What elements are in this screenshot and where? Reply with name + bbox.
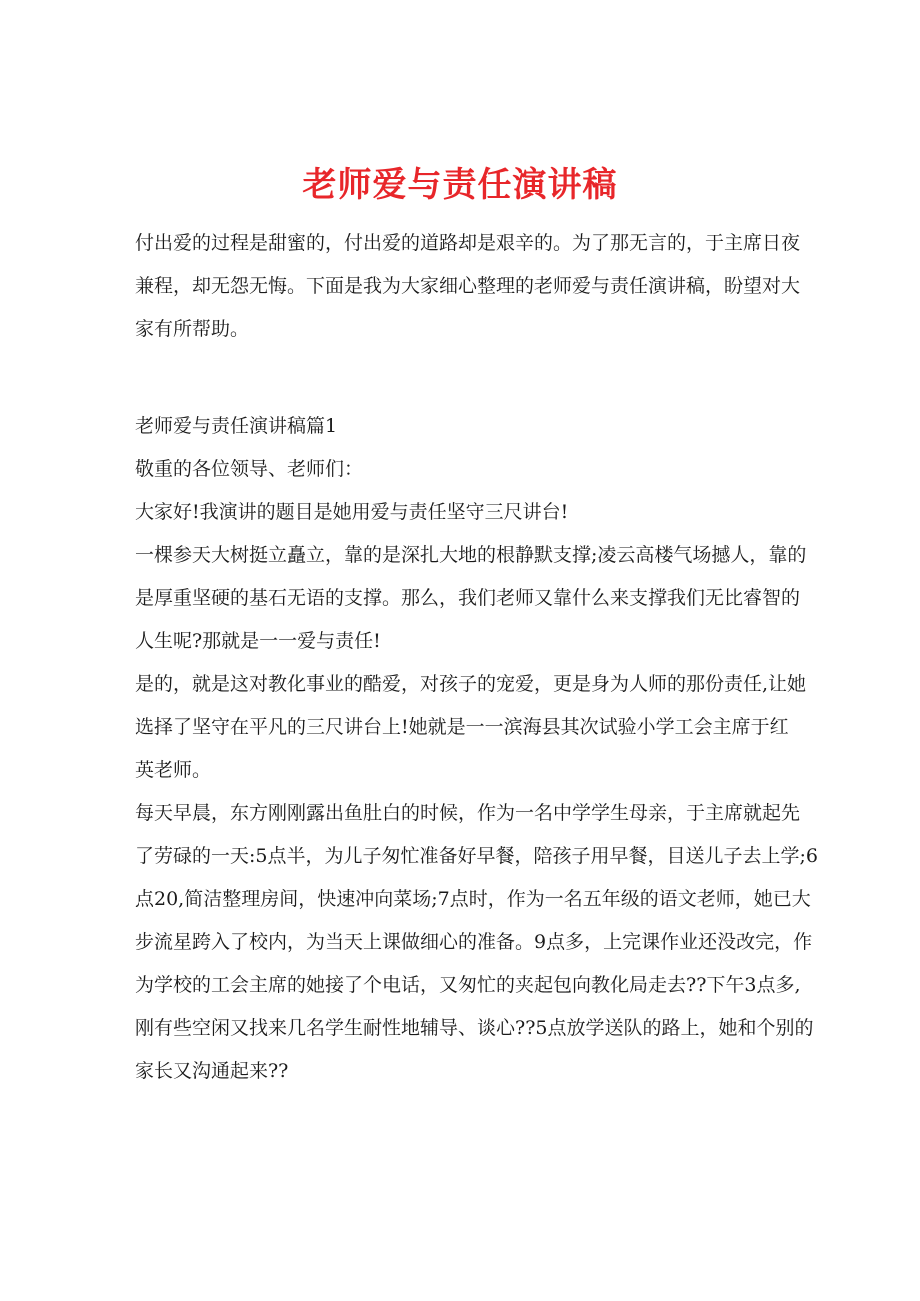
text-line: 步流星跨入了校内，为当天上课做细心的准备。9点多，上完课作业还没改完，作: [135, 931, 813, 953]
text-line: 家长又沟通起来??: [135, 1060, 289, 1082]
text-line: 敬重的各位领导、老师们：: [135, 458, 364, 480]
spacer: [135, 351, 791, 405]
text-line: 付出爱的过程是甜蜜的，付出爱的道路却是艰辛的。为了那无言的，于主席日夜: [135, 232, 801, 254]
text-line: 选择了坚守在平凡的三尺讲台上!她就是一一滨海县其次试验小学工会主席于红: [135, 716, 789, 738]
text-line: 大家好!我演讲的题目是她用爱与责任坚守三尺讲台!: [135, 501, 569, 523]
text-line: 是的，就是这对教化事业的酷爱，对孩子的宠爱，更是身为人师的那份责任,让她: [135, 673, 807, 695]
body-paragraph-2: [135, 663, 807, 792]
text-line: 家有所帮助。: [135, 318, 250, 340]
text-line: 一棵参天大树挺立矗立，靠的是深扎大地的根静默支撑;凌云高楼气场撼人，靠的: [135, 544, 807, 566]
section-heading: 老师爱与责任演讲稿篇1: [135, 415, 338, 437]
text-line: 点20,简洁整理房间，快速冲向菜场;7点时，作为一名五年级的语文老师，她已大: [135, 888, 811, 910]
document-body: [135, 222, 818, 1093]
salutation: [135, 448, 791, 491]
text-line: 每天早晨，东方刚刚露出鱼肚白的时候，作为一名中学学生母亲，于主席就起先: [135, 802, 801, 824]
text-line: 了劳碌的一天:5点半，为儿子匆忙准备好早餐，陪孩子用早餐，目送儿子去上学;6: [135, 845, 818, 867]
text-line: 人生呢?那就是一一爱与责任!: [135, 630, 381, 652]
document-title: 老师爱与责任演讲稿: [302, 164, 618, 205]
greeting: [135, 491, 791, 534]
intro-paragraph: [135, 222, 801, 351]
body-paragraph-3: [135, 792, 818, 1093]
text-line: 英老师。: [135, 759, 212, 781]
body-paragraph-1: [135, 534, 807, 663]
text-line: 是厚重坚硬的基石无语的支撑。那么，我们老师又靠什么来支撑我们无比睿智的: [135, 587, 801, 609]
text-line: 兼程，却无怨无悔。下面是我为大家细心整理的老师爱与责任演讲稿，盼望对大: [135, 275, 801, 297]
text-line: 为学校的工会主席的她接了个电话，又匆忙的夹起包向教化局走去??下午3点多,: [135, 974, 801, 996]
text-line: 刚有些空闲又找来几名学生耐性地辅导、谈心??5点放学送队的路上，她和个别的: [135, 1017, 814, 1039]
